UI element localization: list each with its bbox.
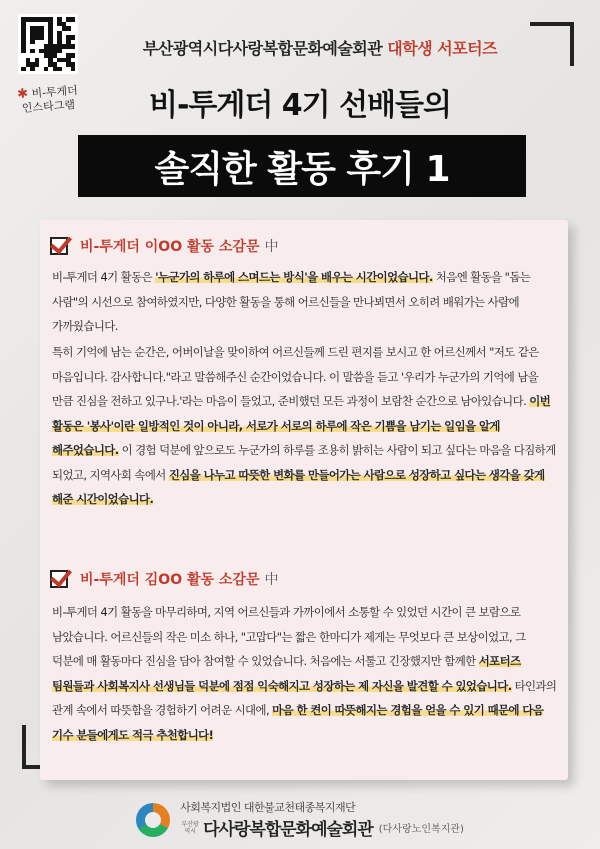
s1p1-text-b: 처음엔 활동을 "돕는 사람"의 시선으로 참여하였지만, 다양한 활동을 통해 어르신들을 만나뵈면서 오히려 배워가는 사람에 가까웠습니다.: [52, 270, 531, 333]
section1-paragraph2: [52, 340, 558, 512]
title-line2: 솔직한 활동 후기 1: [154, 148, 450, 190]
instagram-label-line1: 비-투게더: [31, 83, 79, 101]
s2p1-text-a: 비-투게더 4기 활동을 마무리하며, 지역 어르신들과 가까이에서 소통할 수 있었던 시간이 큰 보람으로 남았습니다. 어르신들의 작은 미소 하나, "고맙다"는 짧은 한마디가 제게는 무엇보다 큰 보상이었고, 그 덕분에 매 활동마다 진심을 담아 참여할 수 있었습니다. 처음에는 서툴고 긴장했지만 함께한: [52, 605, 526, 668]
section1-paragraph1: [52, 265, 558, 339]
instagram-label-line2: 인스타그램: [21, 98, 76, 115]
foundation-name: 사회복지법인 대한불교천태종복지재단: [180, 801, 356, 814]
s2p1-highlight1: 서포터즈 팀원들과 사회복지사 선생님들 덕분에 점점 익숙해지고 성장하는 제 자신을 발견할 수 있었습니다.: [52, 654, 521, 693]
section2-heading: [50, 566, 278, 592]
s2p1-text-b: 타인과의 관계 속에서 따뜻함을 경험하기 어려운 시대에,: [52, 678, 557, 717]
s1p2-highlight1: 이번 활동은 '봉사'이란 일방적인 것이 아니라, 서로가 서로의 하루에 작은 기쁨을 남기는 일임을 알게 해주었습니다.: [52, 394, 551, 457]
org-role: 대학생 서포터즈: [387, 39, 498, 58]
s1p2-highlight2: 진심을 나누고 따뜻한 변화를 만들어가는 사람으로 성장하고 싶다는 생각을 갖게 해준 시간이었습니다.: [52, 467, 545, 506]
section1-heading: [50, 233, 278, 259]
s1p2-text-a: 특히 기억에 남는 순간은, 어버이날을 맞이하여 어르신들께 드린 편지를 보시고 한 어르신께서 "저도 같은 마음입니다. 감사합니다."라고 말씀해주신 순간이었습니다. 이 말씀을 듣고 '우리가 누군가의 기억에 남을 만큼 진심을 전하고 있구나.'라는 마음이 들었고, 준비했던 모든 과정이 보람찬 순간으로 남아있습니다.: [52, 345, 539, 408]
foundation-logo-icon: [136, 803, 170, 837]
s1p1-highlight: '누군가의 하루에 스며드는 방식'을 배우는 시간이었습니다.: [155, 270, 433, 284]
s1p1-text-a: 비-투게더 4기 활동은: [52, 270, 156, 284]
title-banner: [78, 135, 526, 197]
section1-heading-text: 비-투게더 이OO 활동 소감문: [80, 239, 260, 255]
checkbox-checked-icon: [50, 237, 68, 255]
footer: [0, 790, 600, 849]
org-name: 부산광역시다사랑복합문화예술회관: [142, 39, 383, 58]
s1p2-text-b: 이 경험 덕분에 앞으로도 누군가의 하루를 조용히 밝히는 사람이 되고 싶다는 마음을 다짐하게 되었고, 지역사회 속에서: [52, 443, 556, 482]
title-line1: 비-투게더 4기 선배들의: [148, 88, 452, 123]
section2-mark: 中: [264, 572, 279, 588]
city-label: 부산광역시: [181, 820, 199, 835]
star-icon: ✱: [16, 86, 29, 103]
organization-line: [90, 36, 550, 59]
section2-heading-text: 비-투게더 김OO 활동 소감문: [80, 572, 260, 588]
center-subname: (다사랑노인복지관): [378, 824, 464, 835]
checkbox-checked-icon: [50, 570, 68, 588]
section1-mark: 中: [264, 239, 279, 255]
section2-paragraph1: [52, 600, 558, 747]
s2p1-highlight2: 마음 한 켠이 따뜻해지는 경험을 얻을 수 있기 때문에 다음 기수 분들에게도 적극 추천합니다!: [52, 703, 544, 742]
center-name: 다사랑복합문화예술회관: [203, 820, 373, 840]
qr-code-icon[interactable]: [18, 14, 78, 74]
